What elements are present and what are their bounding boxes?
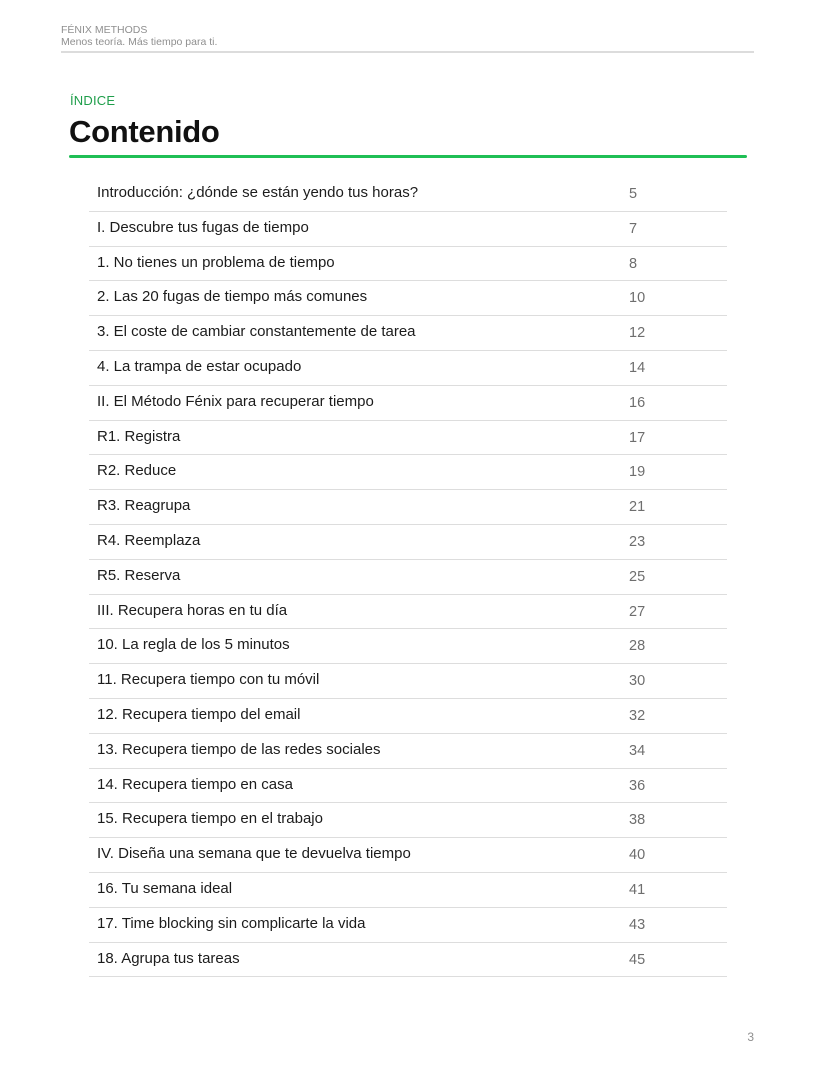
toc-entry-page: 5 xyxy=(629,186,638,202)
toc-entry[interactable] xyxy=(89,490,727,525)
toc-entry-page: 23 xyxy=(629,533,646,550)
toc-entry-title: 10. La regla de los 5 minutos xyxy=(97,636,290,654)
toc-entry-page: 32 xyxy=(629,707,646,724)
toc-entry[interactable] xyxy=(89,212,727,247)
toc-entry-title: II. El Método Fénix para recuperar tiempo xyxy=(97,392,374,410)
toc-entry[interactable] xyxy=(89,177,727,212)
toc-entry[interactable] xyxy=(89,455,727,490)
toc-entry-title: 12. Recupera tiempo del email xyxy=(97,705,301,723)
toc-entry-page: 14 xyxy=(629,359,646,376)
brand-tagline: Menos teoría. Más tiempo para ti. xyxy=(61,36,218,48)
toc-entry-title: 1. No tienes un problema de tiempo xyxy=(97,253,335,271)
toc-entry[interactable] xyxy=(89,629,727,664)
page-number: 3 xyxy=(747,1030,754,1044)
toc-entry[interactable] xyxy=(89,734,727,769)
title-underline xyxy=(69,155,747,158)
running-header xyxy=(61,24,754,53)
toc-entry-page: 25 xyxy=(629,568,646,585)
toc-entry-page: 7 xyxy=(629,220,638,237)
toc-entry-page: 21 xyxy=(629,499,646,516)
toc-entry-page: 41 xyxy=(629,881,646,898)
toc-entry-title: 3. El coste de cambiar constantemente de tarea xyxy=(97,323,416,341)
toc-entry-page: 19 xyxy=(629,464,646,481)
toc-entry-page: 45 xyxy=(629,951,646,968)
toc-entry-title: 14. Recupera tiempo en casa xyxy=(97,775,293,793)
toc-entry[interactable] xyxy=(89,525,727,560)
toc-entry-page: 16 xyxy=(629,394,646,411)
toc-entry-title: 18. Agrupa tus tareas xyxy=(97,949,240,967)
toc-entry[interactable] xyxy=(89,247,727,282)
toc-entry[interactable] xyxy=(89,664,727,699)
toc-entry-title: 16. Tu semana ideal xyxy=(97,879,233,897)
toc-entry[interactable] xyxy=(89,838,727,873)
toc-entry-page: 28 xyxy=(629,638,646,655)
toc-entry-page: 36 xyxy=(629,777,646,794)
toc-entry-page: 12 xyxy=(629,325,646,342)
section-label: ÍNDICE xyxy=(70,93,116,108)
toc-entry-title: R1. Registra xyxy=(97,427,181,445)
toc-entry[interactable] xyxy=(89,351,727,386)
toc-entry[interactable] xyxy=(89,560,727,595)
table-of-contents xyxy=(89,177,727,977)
toc-entry-page: 43 xyxy=(629,916,646,933)
toc-entry-page: 27 xyxy=(629,603,646,620)
toc-entry-title: R5. Reserva xyxy=(97,566,181,584)
toc-entry-title: 15. Recupera tiempo en el trabajo xyxy=(97,810,323,828)
toc-entry-title: I. Descubre tus fugas de tiempo xyxy=(97,218,309,236)
toc-entry-title: 11. Recupera tiempo con tu móvil xyxy=(97,671,320,689)
toc-entry-page: 10 xyxy=(629,290,646,307)
toc-entry-page: 34 xyxy=(629,742,646,759)
toc-entry-title: R3. Reagrupa xyxy=(97,497,191,515)
toc-entry-page: 8 xyxy=(629,255,638,272)
toc-entry-title: R2. Reduce xyxy=(97,462,177,480)
toc-entry-title: 13. Recupera tiempo de las redes sociales xyxy=(97,740,381,758)
toc-entry[interactable] xyxy=(89,908,727,943)
toc-entry-title: IV. Diseña una semana que te devuelva tiempo xyxy=(97,845,411,863)
toc-entry[interactable] xyxy=(89,699,727,734)
toc-entry-title: 4. La trampa de estar ocupado xyxy=(97,357,302,375)
page-title: Contenido xyxy=(69,114,220,149)
toc-entry[interactable] xyxy=(89,595,727,630)
toc-entry-title: Introducción: ¿dónde se están yendo tus horas? xyxy=(97,184,419,201)
toc-entry-title: 2. Las 20 fugas de tiempo más comunes xyxy=(97,288,368,306)
brand-name: FÉNIX METHODS xyxy=(61,24,148,36)
toc-entry[interactable] xyxy=(89,769,727,804)
toc-entry[interactable] xyxy=(89,873,727,908)
toc-entry-title: III. Recupera horas en tu día xyxy=(97,601,288,619)
toc-entry-page: 40 xyxy=(629,847,646,864)
toc-entry-page: 38 xyxy=(629,812,646,829)
toc-entry[interactable] xyxy=(89,803,727,838)
toc-entry-title: 17. Time blocking sin complicarte la vida xyxy=(97,914,366,932)
toc-entry[interactable] xyxy=(89,386,727,421)
toc-entry-title: R4. Reemplaza xyxy=(97,531,201,549)
toc-entry[interactable] xyxy=(89,943,727,978)
toc-entry-page: 17 xyxy=(629,429,646,446)
toc-entry-page: 30 xyxy=(629,673,646,690)
toc-entry[interactable] xyxy=(89,316,727,351)
toc-entry[interactable] xyxy=(89,421,727,456)
toc-entry[interactable] xyxy=(89,281,727,316)
